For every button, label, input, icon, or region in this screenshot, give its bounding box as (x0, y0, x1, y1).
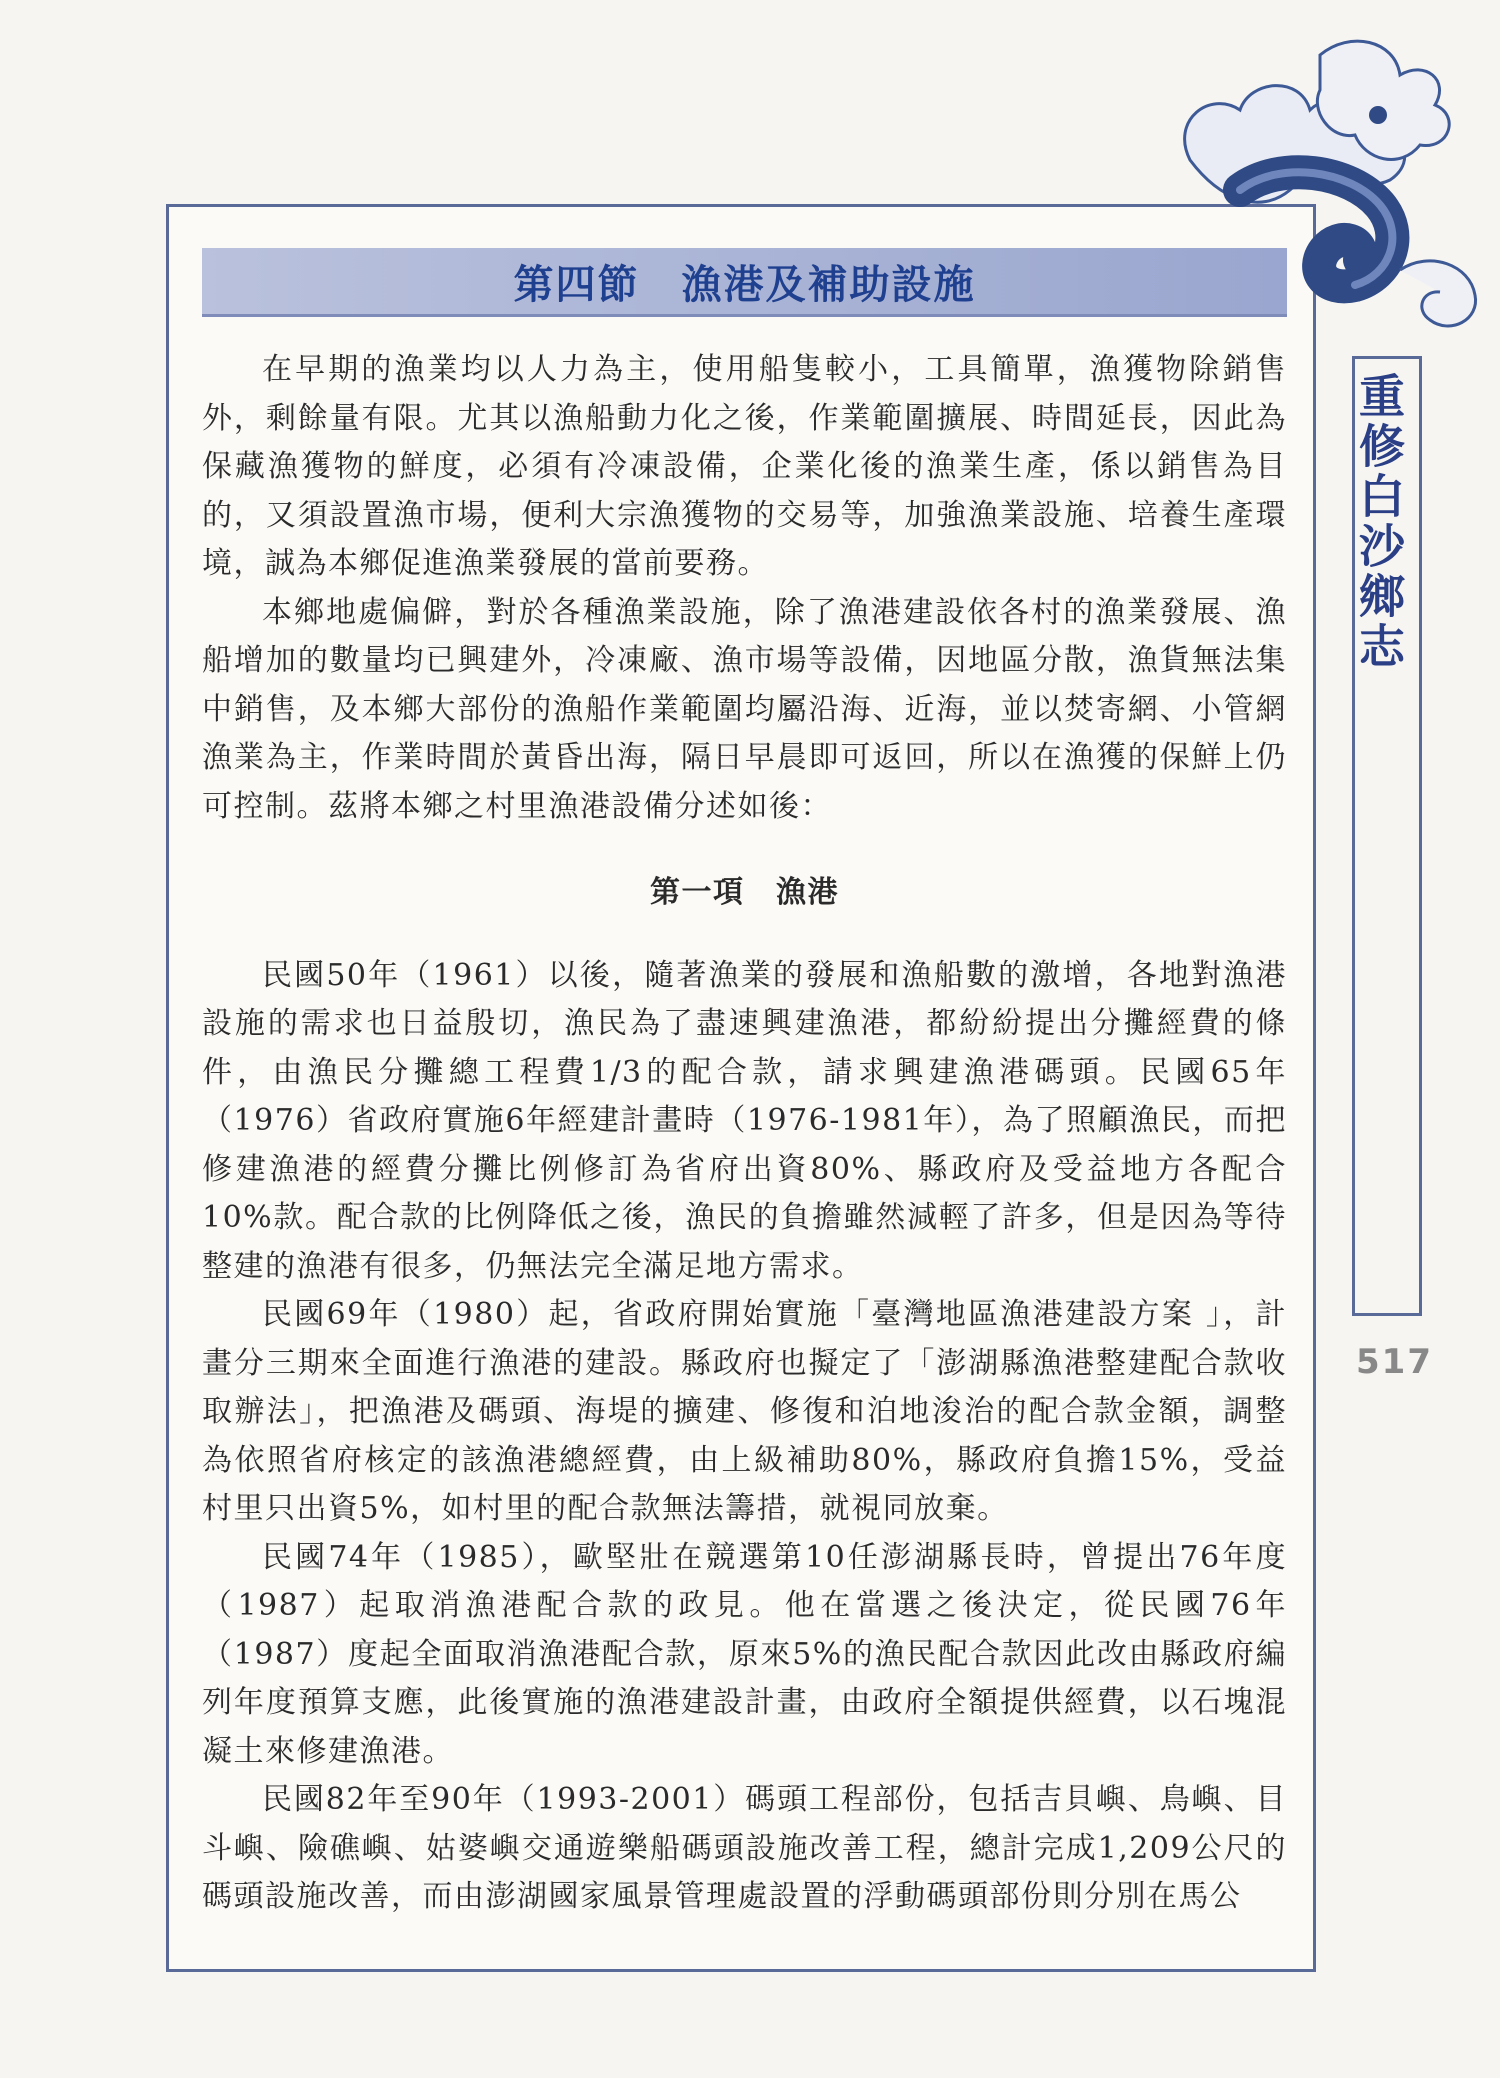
subsection-paragraph: 民國82年至90年（1993-2001）碼頭工程部份，包括吉貝嶼、鳥嶼、目斗嶼、險礁嶼、姑婆嶼交通遊樂船碼頭設施改善工程，總計完成1,209公尺的碼頭設施改善，而由澎湖國家風景管理處設置的浮動碼頭部份則分別在馬公 (202, 1782, 1287, 1914)
intro-paragraph: 在早期的漁業均以人力為主，使用船隻較小，工具簡單，漁獲物除銷售外，剩餘量有限。尤其以漁船動力化之後，作業範圍擴展、時間延長，因此為保藏漁獲物的鮮度，必須有冷凍設備，企業化後的漁業生產，係以銷售為目的，又須設置漁市場，便利大宗漁獲物的交易等，加強漁業設施、培養生產環境，誠為本鄉促進漁業發展的當前要務。 (202, 352, 1287, 581)
side-tab-rule (1352, 356, 1422, 359)
subsection-heading: 第一項 漁港 (650, 875, 839, 910)
section-title: 第四節 漁港及補助設施 (513, 260, 976, 308)
subsection-paragraph: 民國50年（1961）以後，隨著漁業的發展和漁船數的激增，各地對漁港設施的需求也日益殷切，漁民為了盡速興建漁港，都紛紛提出分攤經費的條件，由漁民分攤總工程費1/3的配合款，請求興建漁港碼頭。民國65年（1976）省政府實施6年經建計畫時（1976-1981年），為了照顧漁民，而把修建漁港的經費分攤比例修訂為省府出資80%、縣政府及受益地方各配合10%款。配合款的比例降低之後，漁民的負擔雖然減輕了許多，但是因為等待整建的漁港有很多，仍無法完全滿足地方需求。 (202, 957, 1287, 1284)
section-title-bar (202, 248, 1287, 317)
page-number: 517 (1356, 1342, 1433, 1382)
book-title: 重修白沙鄉志 (1352, 372, 1406, 672)
subsection-paragraph: 民國69年（1980）起，省政府開始實施「臺灣地區漁港建設方案 」，計畫分三期來全面進行漁港的建設。縣政府也擬定了「澎湖縣漁港整建配合款收取辦法」，把漁港及碼頭、海堤的擴建、修復和泊地浚治的配合款金額，調整為依照省府核定的該漁港總經費，由上級補助80%，縣政府負擔15%，受益村里只出資5%，如村里的配合款無法籌措，就視同放棄。 (202, 1297, 1287, 1526)
body-text (202, 346, 1287, 1922)
subsection-paragraph: 民國74年（1985），歐堅壯在競選第10任澎湖縣長時，曾提出76年度（1987）起取消漁港配合款的政見。他在當選之後決定，從民國76年（1987）度起全面取消漁港配合款，原來5%的漁民配合款因此改由縣政府編列年度預算支應，此後實施的漁港建設計畫，由政府全額提供經費，以石塊混凝土來修建漁港。 (202, 1539, 1287, 1769)
intro-paragraph: 本鄉地處偏僻，對於各種漁業設施，除了漁港建設依各村的漁業發展、漁船增加的數量均已興建外，冷凍廠、漁市場等設備，因地區分散，漁貨無法集中銷售，及本鄉大部份的漁船作業範圍均屬沿海、近海，並以焚寄網、小管網漁業為主，作業時間於黃昏出海，隔日早晨即可返回，所以在漁獲的保鮮上仍可控制。茲將本鄉之村里漁港設備分述如後： (202, 594, 1287, 824)
